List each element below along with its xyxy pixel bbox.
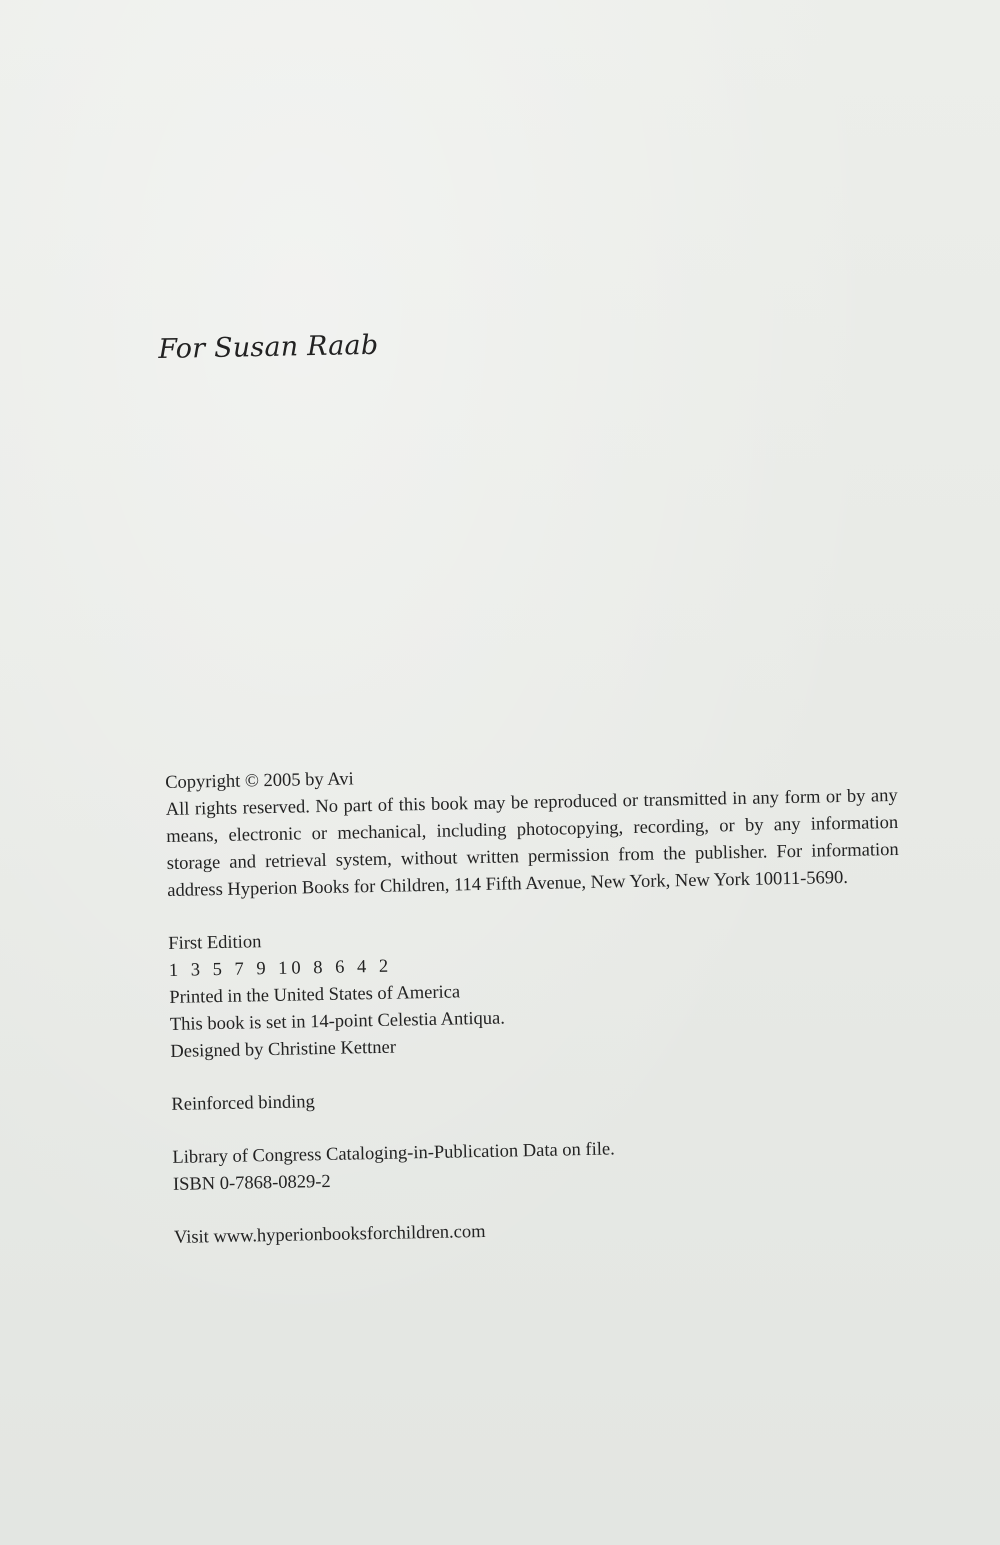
rights-statement: All rights reserved. No part of this book may be reproduced or transmitted in any form or by any means, electronic or mechanical, including photocopying, recording, or by any information storage and retrieval system, without written permission from the publisher. For information address Hyperion Books for Children, 114 Fifth Avenue, New York, New York 10011-5690. — [165, 785, 899, 901]
printed-in: Printed in the United States of America — [169, 982, 461, 1008]
designer-credit: Designed by Christine Kettner — [170, 1037, 397, 1062]
typeface-note: This book is set in 14-point Celestia Antiqua. — [169, 1008, 506, 1035]
printing-line: 1 3 5 7 9 10 8 6 4 2 — [168, 956, 393, 981]
binding-note: Reinforced binding — [171, 1092, 315, 1115]
edition-label: First Edition — [168, 932, 262, 954]
copyright-notice: Copyright © 2005 by Avi — [165, 769, 354, 793]
website-note: Visit www.hyperionbooksforchildren.com — [173, 1221, 486, 1248]
copyright-page-text — [165, 756, 914, 1252]
isbn: ISBN 0-7868-0829-2 — [172, 1171, 331, 1195]
cip-note: Library of Congress Cataloging-in-Publication Data on file. — [172, 1139, 615, 1168]
dedication: For Susan Raab — [158, 329, 379, 365]
